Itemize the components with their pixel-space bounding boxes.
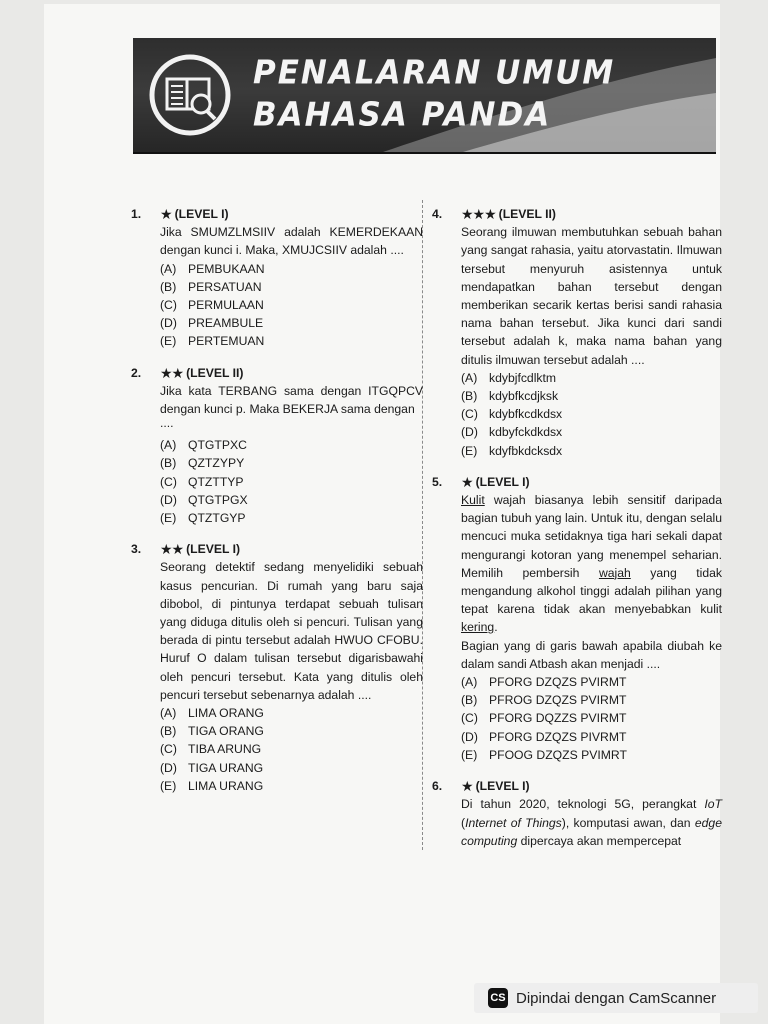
question-number: 4. [432,207,443,221]
option-letter: (B) [160,724,177,739]
question-header [160,205,423,223]
option-e [160,777,423,795]
question-text: Seorang ilmuwan membutuhkan sebuah bahan yang sangat rahasia, yaitu atorvastatin. Ilmuwan tersebut menyuruh asistennya untuk mendapatkan bahan tersebut dengan memberikan secarik kertas berisi sandi rahasia nama bahan tersebut. Jika kunci dari sandi tersebut adalah k, maka nama bahan yang ditulis ilmuwan tersebut adalah .... [461,225,722,367]
option-c [461,709,722,727]
option-text: kdybfkcdkdsx [489,407,563,422]
banner-title [253,52,615,136]
question-number: 2. [131,365,142,380]
question-number: 6. [432,779,443,794]
option-letter: (D) [160,316,177,331]
star-icon: ★★★ [461,206,496,222]
option-c [461,405,722,423]
option-a [160,436,423,454]
option-text: kdybfkcdjksk [489,389,559,404]
option-letter: (C) [160,742,177,757]
question-2 [131,364,423,528]
passage-text: yang tidak mengandung alkohol tinggi adalah pilihan yang tepat karena tidak akan menyebabkan kulit [461,565,722,617]
option-text: QTZTGYP [188,511,246,526]
option-letter: (D) [160,492,177,507]
option-c [160,296,423,314]
option-letter: (B) [160,279,177,294]
option-d [461,423,722,441]
question-3 [131,540,423,795]
option-b [461,691,722,709]
book-magnifier-icon [143,48,237,142]
option-letter: (A) [461,370,478,385]
italic-term: edge computing [461,815,722,848]
option-text: LIMA URANG [188,778,264,793]
passage-text: wajah biasanya lebih sensitif daripada bagian tubuh yang lain. Untuk itu, dengan selalu mencuci muka setidaknya tiga hari sekali dapat mengurangi kotoran yang menempel seharian. Memilih pembersih [461,493,722,580]
option-letter: (E) [160,778,177,793]
question-4 [432,205,722,460]
option-letter: (E) [160,511,177,526]
option-d [461,728,722,746]
star-icon: ★★ [160,541,184,558]
question-header [160,364,423,382]
option-letter: (A) [160,706,177,721]
question-text: Seorang detektif sedang menyelidiki sebuah kasus pencurian. Di rumah yang baru saja dibobol, di pintunya terdapat sebuah tulisan yang diduga ditulis oleh si pencuri. Tulisan yang berada di pintu tersebut adalah HWUO CFOBU. Huruf O dalam tulisan tersebut digarisbawahi oleh pencuri tersebut. Kata yang ditulis oleh pencuri tersebut sebenarnya adalah .... [160,560,423,702]
option-text: PFORG DZQZS PIVRMT [489,729,627,744]
option-text: QTGTPGX [188,492,248,507]
option-e [160,332,423,350]
option-e [160,509,423,527]
option-letter: (E) [461,747,478,762]
option-text: kdybjfcdlktm [489,370,557,385]
option-e [461,746,722,764]
option-letter: (D) [160,760,177,775]
italic-term: IoT [704,797,722,812]
underlined-word: wajah [598,565,631,580]
question-text [461,795,722,850]
option-letter: (D) [461,425,478,440]
text-span: ), komputasi awan, dan [561,815,695,830]
question-1 [131,205,423,351]
option-d [160,759,423,777]
star-icon: ★ [160,206,172,222]
question-header [160,540,423,558]
option-text: PEMBUKAAN [188,261,265,276]
question-number: 5. [432,474,443,489]
option-d [160,491,423,509]
option-b [160,454,423,472]
level-label: (LEVEL I) [186,542,241,557]
text-span: ( [461,815,466,830]
level-label: (LEVEL I) [174,207,229,221]
option-e [461,442,722,460]
option-text: TIGA URANG [188,760,264,775]
option-b [461,387,722,405]
option-letter: (B) [461,389,478,404]
question-5 [432,473,722,764]
option-text: PERSATUAN [188,279,262,294]
option-text: QTGTPXC [188,438,247,453]
option-letter: (E) [461,443,478,458]
question-6 [432,777,722,850]
option-text: LIMA ORANG [188,706,264,721]
option-text: kdbyfckdkdsx [489,425,563,440]
option-a [160,260,423,278]
option-letter: (C) [160,298,177,313]
question-number: 3. [131,542,142,557]
question-number: 1. [131,207,142,221]
option-text: QZTZYPY [188,456,245,471]
underlined-word: Kulit [461,493,485,508]
question-passage [461,491,722,637]
question-text-ellipsis: .... [160,416,174,431]
option-letter: (C) [461,407,478,422]
option-text: PREAMBULE [188,316,264,331]
level-label: (LEVEL II) [498,207,556,221]
level-label: (LEVEL I) [475,474,530,489]
camscanner-label: Dipindai dengan CamScanner [516,989,717,1007]
right-column [432,205,722,863]
option-c [160,740,423,758]
option-letter: (A) [160,261,177,276]
banner-title-line2: BAHASA PANDA [253,96,552,134]
option-b [160,278,423,296]
option-letter: (E) [160,334,177,349]
option-text: TIGA ORANG [188,724,264,739]
option-letter: (B) [160,456,177,471]
option-letter: (B) [461,693,478,708]
option-letter: (C) [461,711,478,726]
question-text: Bagian yang di garis bawah apabila diubah ke dalam sandi Atbash akan menjadi .... [461,638,722,671]
option-d [160,314,423,332]
level-label: (LEVEL II) [186,365,244,380]
option-c [160,473,423,491]
option-a [160,704,423,722]
option-b [160,722,423,740]
camscanner-watermark [474,983,758,1013]
option-letter: (A) [461,675,478,690]
text-span: dipercaya akan mempercepat [517,833,682,848]
option-text: PFOOG DZQZS PVIMRT [489,747,627,762]
option-letter: (A) [160,438,177,453]
star-icon: ★ [461,473,473,490]
level-label: (LEVEL I) [475,779,530,794]
option-text: PERTEMUAN [188,334,265,349]
question-text: Jika kata TERBANG sama dengan ITGQPCV dengan kunci p. Maka BEKERJA sama dengan [160,383,423,417]
left-column [131,205,423,808]
question-header [461,473,722,491]
question-text: Jika SMUMZLMSIIV adalah KEMERDEKAAN dengan kunci i. Maka, XMUJCSIIV adalah .... [160,225,423,258]
option-text: QTZTTYP [188,474,244,489]
option-text: PFORG DQZZS PVIRMT [489,711,627,726]
question-header [461,777,722,795]
option-text: PFROG DZQZS PVIRMT [489,693,627,708]
option-letter: (D) [461,729,478,744]
option-text: PERMULAAN [188,298,264,313]
option-a [461,369,722,387]
star-icon: ★★ [160,364,184,381]
option-text: kdyfbkdcksdx [489,443,563,458]
camscanner-logo-icon: CS [488,988,508,1008]
italic-term: Internet of Things [465,815,562,830]
chapter-banner [133,38,716,154]
question-header [461,205,722,223]
passage-text: . [494,620,498,635]
text-span: Di tahun 2020, teknologi 5G, perangkat [461,797,705,812]
banner-title-line1: PENALARAN UMUM [253,54,616,92]
option-letter: (C) [160,474,177,489]
option-text: PFORG DZQZS PVIRMT [489,675,627,690]
option-a [461,673,722,691]
underlined-word: kering [461,620,495,635]
star-icon: ★ [461,778,473,795]
option-text: TIBA ARUNG [188,742,262,757]
